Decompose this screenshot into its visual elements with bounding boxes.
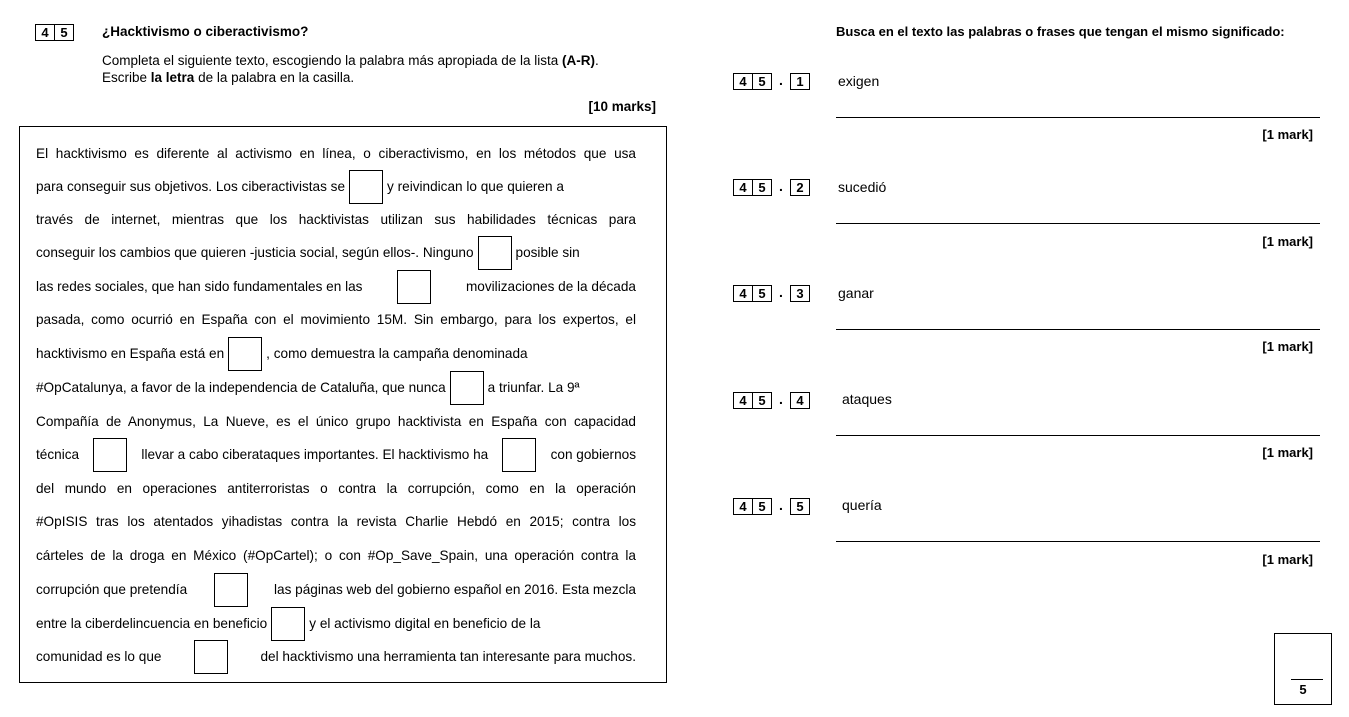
- text-line: [36, 640, 636, 674]
- sub-item-number: 4: [790, 392, 810, 409]
- instruction-text: de la palabra en la casilla.: [194, 70, 355, 85]
- instruction-range: (A-R): [562, 53, 596, 68]
- question-number-digit: 5: [753, 392, 772, 409]
- item-number: [733, 179, 810, 196]
- text-fragment: a triunfar. La 9ª: [487, 380, 580, 395]
- text-line: [36, 236, 636, 270]
- score-box: [1274, 633, 1332, 705]
- instruction-text: Completa el siguiente texto, escogiendo la palabra más apropiada de la lista: [102, 53, 563, 68]
- text-fragment: #OpCatalunya, a favor de la independencia de Cataluña, que nunca: [36, 380, 446, 395]
- answer-line[interactable]: [836, 435, 1320, 436]
- question-number-digit: 5: [753, 498, 772, 515]
- text-line: [36, 405, 636, 439]
- text-line: [36, 607, 636, 641]
- question-title: ¿Hacktivismo o ciberactivismo?: [102, 24, 309, 39]
- separator-dot: .: [779, 497, 783, 513]
- question-number: [35, 24, 74, 41]
- score-line: [1291, 679, 1323, 680]
- text-fragment: pasada, como ocurrió en España con el movimiento 15M. Sin embargo, para los expertos, el: [36, 312, 636, 327]
- answer-box[interactable]: [214, 573, 248, 607]
- sub-item-number: 2: [790, 179, 810, 196]
- separator-dot: .: [779, 391, 783, 407]
- marks-label: [1 mark]: [1262, 445, 1313, 460]
- question-number-digit: 5: [753, 179, 772, 196]
- gap-fill-text-box: [19, 126, 667, 683]
- text-fragment: posible sin: [515, 245, 580, 260]
- text-fragment: técnica: [36, 447, 80, 462]
- text-line: [36, 337, 636, 371]
- text-line: [36, 371, 636, 405]
- text-line: [36, 270, 636, 304]
- text-fragment: #OpISIS tras los atentados yihadistas contra la revista Charlie Hebdó en 2015; contra los: [36, 514, 636, 529]
- text-fragment: Compañía de Anonymus, La Nueve, es el único grupo hacktivista en España con capacidad: [36, 414, 636, 429]
- separator-dot: .: [779, 72, 783, 88]
- answer-box[interactable]: [397, 270, 431, 304]
- question-number-digit: 5: [55, 24, 74, 41]
- synonym-instructions: Busca en el texto las palabras o frases que tengan el mismo significado:: [836, 24, 1285, 39]
- question-number-digit: 4: [733, 498, 753, 515]
- answer-box[interactable]: [450, 371, 484, 405]
- sub-item-number: 1: [790, 73, 810, 90]
- instruction-text: Escribe: [102, 70, 151, 85]
- text-fragment: movilizaciones de la década: [465, 279, 636, 294]
- marks-label: [1 mark]: [1262, 552, 1313, 567]
- text-fragment: y reivindican lo que quieren a: [387, 179, 564, 194]
- text-fragment: las páginas web del gobierno español en 2016. Esta mezcla: [274, 582, 636, 597]
- question-number-digit: 5: [753, 285, 772, 302]
- target-word: ganar: [838, 285, 874, 301]
- marks-label: [1 mark]: [1262, 127, 1313, 142]
- item-number: [733, 285, 810, 302]
- target-word: sucedió: [838, 179, 887, 195]
- answer-box[interactable]: [502, 438, 536, 472]
- instruction-emphasis: la letra: [150, 70, 195, 85]
- text-fragment: corrupción que pretendía: [36, 582, 188, 597]
- question-number-digit: 4: [733, 285, 753, 302]
- answer-box[interactable]: [271, 607, 305, 641]
- separator-dot: .: [779, 178, 783, 194]
- text-fragment: cárteles de la droga en México (#OpCartel); o con #Op_Save_Spain, una operación contra la: [36, 548, 636, 563]
- text-line: [36, 203, 636, 237]
- question-number-digit: 4: [733, 392, 753, 409]
- instructions: [102, 52, 599, 86]
- page-number: 5: [1299, 682, 1307, 697]
- text-line: [36, 505, 636, 539]
- target-word: exigen: [838, 73, 880, 89]
- separator-dot: .: [779, 284, 783, 300]
- text-fragment: conseguir los cambios que quieren -justicia social, según ellos-. Ninguno: [36, 245, 474, 260]
- answer-box[interactable]: [349, 170, 383, 204]
- text-fragment: y el activismo digital en beneficio de la: [309, 616, 541, 631]
- text-fragment: llevar a cabo ciberataques importantes. El hacktivismo ha: [141, 447, 489, 462]
- text-line: [36, 303, 636, 337]
- text-line: [36, 539, 636, 573]
- marks-label: [1 mark]: [1262, 339, 1313, 354]
- text-fragment: , como demuestra la campaña denominada: [266, 346, 528, 361]
- instruction-text: .: [595, 53, 599, 68]
- marks-label: [10 marks]: [588, 99, 656, 114]
- text-fragment: con gobiernos: [550, 447, 636, 462]
- item-number: [733, 392, 810, 409]
- question-number-digit: 4: [35, 24, 55, 41]
- item-number: [733, 73, 810, 90]
- target-word: quería: [842, 497, 882, 513]
- text-fragment: El hacktivismo es diferente al activismo en línea, o ciberactivismo, en los métodos que usa: [36, 146, 636, 161]
- text-fragment: para conseguir sus objetivos. Los ciberactivistas se: [36, 179, 346, 194]
- text-fragment: del hacktivismo una herramienta tan interesante para muchos.: [260, 649, 636, 664]
- text-line: [36, 170, 636, 204]
- answer-box[interactable]: [478, 236, 512, 270]
- text-fragment: del mundo en operaciones antiterroristas o contra la corrupción, como en la operación: [36, 481, 636, 496]
- text-fragment: través de internet, mientras que los hacktivistas utilizan sus habilidades técnicas para: [36, 212, 636, 227]
- answer-line[interactable]: [836, 541, 1320, 542]
- text-line: [36, 573, 636, 607]
- marks-label: [1 mark]: [1262, 234, 1313, 249]
- question-number-digit: 4: [733, 73, 753, 90]
- text-fragment: las redes sociales, que han sido fundamentales en las: [36, 279, 363, 294]
- answer-box[interactable]: [194, 640, 228, 674]
- answer-box[interactable]: [228, 337, 262, 371]
- text-line: [36, 137, 636, 171]
- question-number-digit: 5: [753, 73, 772, 90]
- sub-item-number: 5: [790, 498, 810, 515]
- answer-line[interactable]: [836, 117, 1320, 118]
- answer-line[interactable]: [836, 329, 1320, 330]
- question-number-digit: 4: [733, 179, 753, 196]
- sub-item-number: 3: [790, 285, 810, 302]
- target-word: ataques: [842, 391, 892, 407]
- text-fragment: entre la ciberdelincuencia en beneficio: [36, 616, 268, 631]
- item-number: [733, 498, 810, 515]
- answer-line[interactable]: [836, 223, 1320, 224]
- text-line: [36, 472, 636, 506]
- text-fragment: hacktivismo en España está en: [36, 346, 225, 361]
- text-fragment: comunidad es lo que: [36, 649, 162, 664]
- answer-box[interactable]: [93, 438, 127, 472]
- text-line: [36, 438, 636, 472]
